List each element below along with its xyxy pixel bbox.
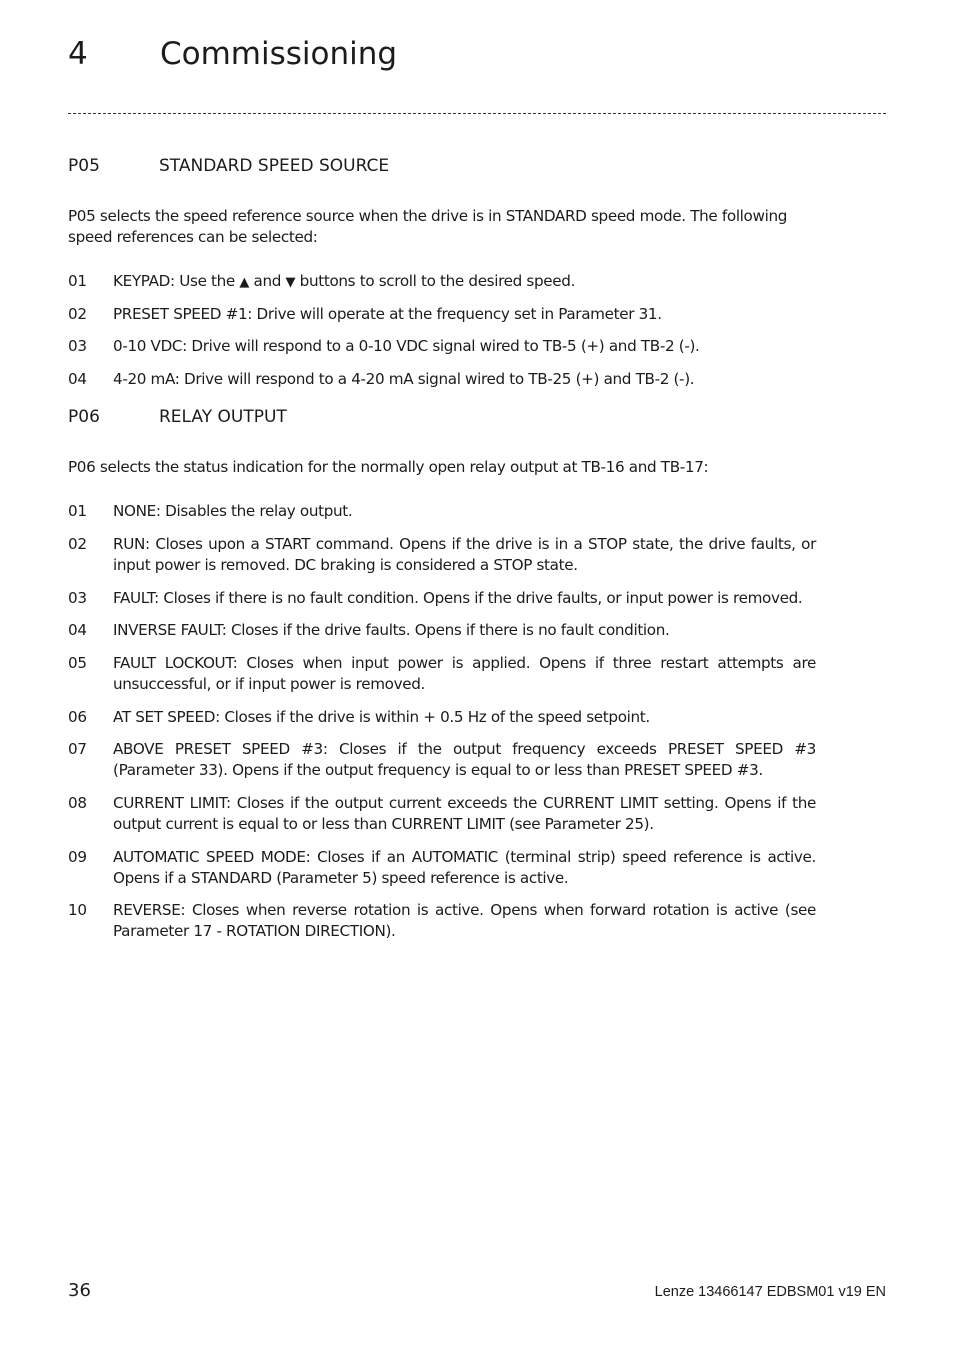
item-text: RUN: Closes upon a START command. Opens if the drive is in a STOP state, the drive faults, or input power is removed. DC braking is considered a STOP state. [113,535,816,574]
item-text: 0-10 VDC: Drive will respond to a 0-10 VDC signal wired to TB-5 (+) and TB-2 (-). [113,337,700,355]
item-number: 04 [68,621,87,639]
item-text: CURRENT LIMIT: Closes if the output current exceeds the CURRENT LIMIT setting. Opens if the output current is equal to or less than CURRENT LIMIT (see Parameter 25). [113,794,816,833]
p06-intro: P06 selects the status indication for the normally open relay output at TB-16 and TB-17: [68,458,709,476]
down-triangle-icon: ▼ [285,275,296,290]
item-number: 05 [68,654,87,672]
item-number: 08 [68,794,87,812]
chapter-heading [68,36,468,76]
item-number: 09 [68,848,87,866]
item-text: INVERSE FAULT: Closes if the drive faults. Opens if there is no fault condition. [113,621,670,639]
page-number: 36 [68,1280,91,1301]
parameter-code: P05 [68,156,100,176]
item-text: AT SET SPEED: Closes if the drive is within + 0.5 Hz of the speed setpoint. [113,708,650,726]
item-text: 4-20 mA: Drive will respond to a 4-20 mA signal wired to TB-25 (+) and TB-2 (-). [113,370,695,388]
item-text: ABOVE PRESET SPEED #3: Closes if the output frequency exceeds PRESET SPEED #3 (Parameter 33). Opens if the output frequency is equal to or less than PRESET SPEED #3. [113,740,816,779]
document-reference: Lenze 13466147 EDBSM01 v19 EN [654,1284,886,1300]
item-number: 04 [68,370,87,388]
item-number: 03 [68,589,87,607]
parameter-title: STANDARD SPEED SOURCE [159,156,390,176]
up-triangle-icon: ▲ [239,275,250,290]
item-number: 07 [68,740,87,758]
item-text: REVERSE: Closes when reverse rotation is active. Opens when forward rotation is active (see Parameter 17 - ROTATION DIRECTION). [113,901,816,940]
item-text: PRESET SPEED #1: Drive will operate at the frequency set in Parameter 31. [113,305,662,323]
item-text: NONE: Disables the relay output. [113,502,353,520]
dashed-divider [68,113,886,114]
chapter-title: Commissioning [160,36,398,72]
item-text [113,271,816,293]
item-number: 03 [68,337,87,355]
chapter-number: 4 [68,36,88,72]
item-number: 06 [68,708,87,726]
parameter-title: RELAY OUTPUT [159,407,287,427]
item-text-part: and [249,272,286,290]
item-text-part: KEYPAD: Use the [113,272,240,290]
item-number: 10 [68,901,87,919]
parameter-code: P06 [68,407,100,427]
item-text-part: buttons to scroll to the desired speed. [295,272,576,290]
item-text: FAULT: Closes if there is no fault condition. Opens if the drive faults, or input power is removed. [113,589,803,607]
item-number: 02 [68,535,87,553]
item-text: FAULT LOCKOUT: Closes when input power is applied. Opens if three restart attempts are unsuccessful, or if input power is removed. [113,654,816,693]
item-number: 02 [68,305,87,323]
item-text: AUTOMATIC SPEED MODE: Closes if an AUTOMATIC (terminal strip) speed reference is active. Opens if a STANDARD (Parameter 5) speed reference is active. [113,848,816,887]
p05-intro: P05 selects the speed reference source when the drive is in STANDARD speed mode. The following speed references can be selected: [68,207,788,246]
item-number: 01 [68,272,87,290]
item-number: 01 [68,502,87,520]
